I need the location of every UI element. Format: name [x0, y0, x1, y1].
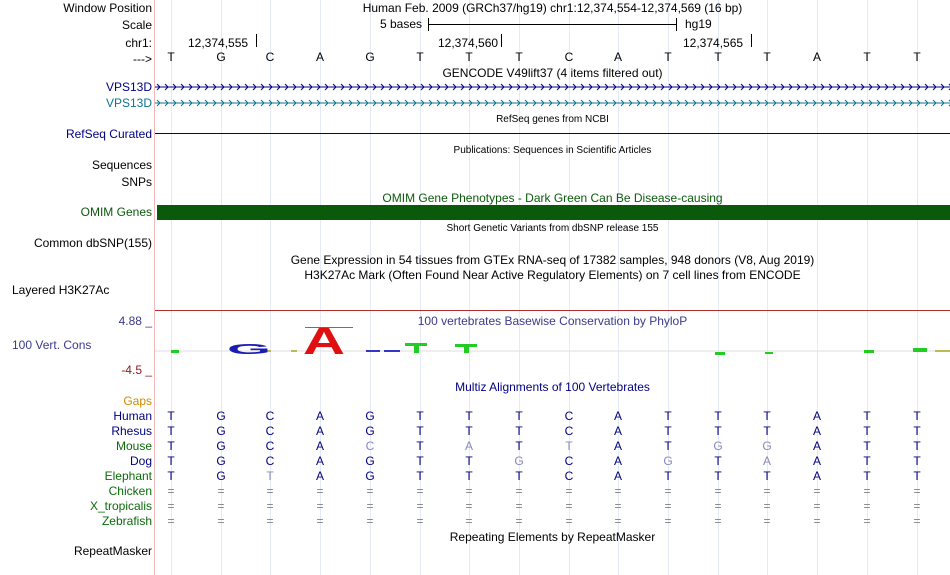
alignment-base: T [465, 454, 473, 468]
sequence-base: C [564, 50, 574, 64]
species-label: Zebrafish [101, 514, 152, 528]
alignment-base: T [266, 469, 274, 483]
alignment-base: C [564, 424, 574, 438]
alignment-base: G [713, 439, 723, 453]
alignment-base: C [265, 439, 275, 453]
ruler-tick-1 [256, 34, 257, 47]
omim-track-title: OMIM Gene Phenotypes - Dark Green Can Be Disease-causing [382, 191, 723, 205]
alignment-base: = [366, 484, 374, 498]
alignment-base: G [216, 439, 226, 453]
alignment-base: A [315, 409, 324, 423]
alignment-base: G [216, 409, 226, 423]
alignment-base: = [714, 499, 722, 513]
alignment-base: T [714, 469, 722, 483]
species-label: Mouse [115, 439, 152, 453]
alignment-base: G [216, 469, 226, 483]
alignment-base: A [464, 439, 473, 453]
alignment-base: T [913, 409, 921, 423]
conservation-min-label: -4.5 _ [121, 363, 152, 377]
phylop-bar [765, 352, 773, 354]
sequence-base: A [315, 50, 324, 64]
alignment-base: A [315, 424, 324, 438]
sequence-base: T [863, 50, 871, 64]
alignment-base: C [564, 454, 574, 468]
alignment-base: = [565, 484, 573, 498]
ruler-tick-2 [501, 34, 502, 47]
alignment-base: = [863, 514, 871, 528]
alignment-base: T [515, 424, 523, 438]
species-label: Human [113, 409, 152, 423]
sequence-base: T [167, 50, 175, 64]
alignment-base: = [266, 514, 274, 528]
alignment-base: T [714, 424, 722, 438]
alignment-base: = [465, 514, 473, 528]
alignment-base: T [565, 439, 573, 453]
alignment-base: A [812, 469, 821, 483]
alignment-base: = [614, 499, 622, 513]
sequence-base: T [515, 50, 523, 64]
alignment-base: = [714, 484, 722, 498]
track-label-omim[interactable]: OMIM Genes [80, 205, 152, 219]
alignment-base: = [316, 514, 324, 528]
alignment-base: = [316, 484, 324, 498]
alignment-base: = [664, 514, 672, 528]
alignment-base: = [614, 514, 622, 528]
conservation-top-axis [155, 310, 950, 311]
species-label: Dog [129, 454, 152, 468]
alignment-base: T [913, 424, 921, 438]
ruler-position-2: 12,374,560 [438, 36, 499, 50]
alignment-base: = [664, 499, 672, 513]
track-label-sequences[interactable]: Sequences [91, 158, 152, 172]
phylop-bar [913, 348, 927, 352]
refseq-track-title: RefSeq genes from NCBI [496, 114, 609, 125]
sequence-base: T [465, 50, 473, 64]
alignment-base: = [416, 514, 424, 528]
alignment-base: = [714, 514, 722, 528]
alignment-base: T [714, 454, 722, 468]
phylop-track-title: 100 vertebrates Basewise Conservation by PhyloP [417, 314, 688, 328]
scale-bar [428, 24, 677, 25]
alignment-base: A [812, 409, 821, 423]
alignment-base: T [515, 439, 523, 453]
alignment-base: = [913, 499, 921, 513]
conservation-max-label: 4.88 _ [118, 314, 152, 328]
alignment-base: = [366, 499, 374, 513]
species-label: Elephant [104, 469, 152, 483]
alignment-base: = [614, 484, 622, 498]
scale-text: 5 bases [380, 17, 423, 31]
gencode-track-title: GENCODE V49lift37 (4 items filtered out) [442, 66, 663, 80]
alignment-base: T [763, 469, 771, 483]
alignment-base: T [863, 454, 871, 468]
alignment-base: = [763, 514, 771, 528]
alignment-base: G [365, 454, 375, 468]
alignment-base: A [315, 469, 324, 483]
chr-label: chr1: [125, 36, 152, 50]
phylop-bar [384, 350, 400, 352]
sequence-base: A [812, 50, 821, 64]
sequence-base: G [365, 50, 375, 64]
alignment-base: = [813, 484, 821, 498]
scale-bar-left-tick [428, 18, 429, 31]
multiz-track-title: Multiz Alignments of 100 Vertebrates [455, 380, 650, 394]
track-label-vert-cons[interactable]: 100 Vert. Cons [12, 338, 92, 352]
alignment-base: A [315, 454, 324, 468]
browser-track-image[interactable] [155, 0, 950, 575]
alignment-base: = [167, 484, 175, 498]
scale-label: Scale [121, 18, 152, 32]
sequence-base: A [613, 50, 622, 64]
alignment-base: T [913, 469, 921, 483]
phylop-bar [455, 344, 477, 347]
alignment-base: T [416, 424, 424, 438]
alignment-base: = [167, 499, 175, 513]
omim-gene-bar[interactable] [157, 205, 950, 220]
alignment-base: T [167, 454, 175, 468]
alignment-base: A [315, 439, 324, 453]
phylop-bar [171, 350, 179, 353]
phylop-bar [414, 346, 419, 353]
track-label-column [0, 0, 155, 575]
alignment-base: C [265, 409, 275, 423]
species-label: Rhesus [111, 424, 152, 438]
alignment-base: G [216, 454, 226, 468]
sequence-base: T [714, 50, 722, 64]
track-label-repeatmasker[interactable]: RepeatMasker [73, 544, 152, 558]
alignment-base: = [515, 499, 523, 513]
track-label-gaps[interactable]: Gaps [123, 394, 152, 408]
publications-track-title: Publications: Sequences in Scientific Articles [453, 145, 652, 156]
alignment-base: C [564, 469, 574, 483]
alignment-base: T [664, 439, 672, 453]
alignment-base: = [913, 484, 921, 498]
repeatmasker-track-title: Repeating Elements by RepeatMasker [449, 530, 656, 544]
alignment-base: G [663, 454, 673, 468]
alignment-base: A [812, 424, 821, 438]
alignment-base: G [514, 454, 524, 468]
alignment-base: = [266, 484, 274, 498]
alignment-base: T [515, 409, 523, 423]
alignment-base: T [664, 424, 672, 438]
alignment-base: = [515, 514, 523, 528]
alignment-base: T [664, 469, 672, 483]
phylop-bar [464, 347, 469, 353]
refseq-gene-line[interactable] [155, 133, 950, 134]
alignment-base: T [416, 454, 424, 468]
alignment-base: T [465, 469, 473, 483]
track-label-vps13d-alt[interactable]: VPS13D [105, 96, 152, 110]
species-label: X_tropicalis [89, 499, 152, 513]
alignment-base: G [365, 409, 375, 423]
alignment-base: T [465, 424, 473, 438]
alignment-base: T [913, 454, 921, 468]
alignment-base: A [812, 454, 821, 468]
alignment-base: = [565, 499, 573, 513]
alignment-base: A [613, 454, 622, 468]
alignment-base: G [365, 469, 375, 483]
phylop-bar [291, 350, 297, 352]
phylop-bar [935, 350, 950, 352]
ruler-position-1: 12,374,555 [188, 36, 249, 50]
track-label-snps[interactable]: SNPs [121, 175, 152, 189]
alignment-base: = [416, 484, 424, 498]
alignment-base: C [564, 409, 574, 423]
track-label-refseq[interactable]: RefSeq Curated [65, 127, 152, 141]
gencode-gene-features[interactable] [155, 80, 950, 110]
phylop-bar [366, 350, 380, 352]
alignment-base: T [714, 409, 722, 423]
alignment-base: = [217, 514, 225, 528]
alignment-base: T [664, 409, 672, 423]
alignment-base: T [167, 439, 175, 453]
ruler-position-3: 12,374,565 [683, 36, 744, 50]
alignment-base: T [863, 409, 871, 423]
alignment-base: T [863, 469, 871, 483]
alignment-base: T [167, 469, 175, 483]
strand-arrow-label: ---> [133, 52, 152, 66]
alignment-base: = [217, 499, 225, 513]
window-position-label: Window Position [63, 1, 152, 15]
alignment-base: = [913, 514, 921, 528]
alignment-base: = [863, 484, 871, 498]
alignment-base: A [613, 439, 622, 453]
alignment-base: = [863, 499, 871, 513]
alignment-base: = [813, 514, 821, 528]
alignment-base: = [465, 499, 473, 513]
alignment-base: C [265, 424, 275, 438]
alignment-base: A [613, 409, 622, 423]
alignment-base: T [465, 409, 473, 423]
h3k27ac-track-title: H3K27Ac Mark (Often Found Near Active Regulatory Elements) on 7 cell lines from ENCODE [304, 268, 801, 282]
alignment-base: T [416, 469, 424, 483]
alignment-base: T [167, 424, 175, 438]
alignment-base: T [863, 439, 871, 453]
alignment-base: = [316, 499, 324, 513]
alignment-base: C [265, 454, 275, 468]
alignment-base: T [763, 409, 771, 423]
alignment-base: = [217, 484, 225, 498]
sequence-base: T [913, 50, 921, 64]
alignment-base: = [565, 514, 573, 528]
ruler-tick-3 [751, 34, 752, 47]
sequence-base: T [664, 50, 672, 64]
logo-letter-g: G [227, 341, 271, 358]
alignment-base: = [465, 484, 473, 498]
assembly-position-text: Human Feb. 2009 (GRCh37/hg19) chr1:12,374,554-12,374,569 (16 bp) [362, 1, 743, 15]
alignment-base: T [913, 439, 921, 453]
alignment-base: = [167, 514, 175, 528]
alignment-base: G [216, 424, 226, 438]
phylop-bar [715, 352, 725, 355]
alignment-base: T [763, 424, 771, 438]
scale-db-text: hg19 [685, 17, 712, 31]
phylop-bar [864, 350, 874, 353]
scale-bar-right-tick [676, 18, 677, 31]
alignment-base: A [812, 439, 821, 453]
alignment-base: = [416, 499, 424, 513]
alignment-base: T [863, 424, 871, 438]
track-label-vps13d[interactable]: VPS13D [105, 80, 152, 94]
phylop-bar [405, 343, 427, 346]
alignment-base: T [416, 409, 424, 423]
alignment-base: A [613, 469, 622, 483]
alignment-base: G [365, 424, 375, 438]
alignment-base: = [515, 484, 523, 498]
alignment-base: = [813, 499, 821, 513]
alignment-base: = [763, 499, 771, 513]
alignment-base: = [266, 499, 274, 513]
alignment-base: A [762, 454, 771, 468]
logo-letter-a: A [303, 321, 345, 363]
alignment-base: C [365, 439, 375, 453]
dbsnp-track-title: Short Genetic Variants from dbSNP release 155 [446, 223, 659, 234]
alignment-base: G [762, 439, 772, 453]
alignment-base: = [366, 514, 374, 528]
alignment-base: T [167, 409, 175, 423]
track-label-common-dbsnp[interactable]: Common dbSNP(155) [33, 236, 152, 250]
sequence-base: G [216, 50, 226, 64]
sequence-base: T [763, 50, 771, 64]
species-label: Chicken [108, 484, 152, 498]
alignment-base: = [664, 484, 672, 498]
alignment-base: A [613, 424, 622, 438]
alignment-base: T [515, 469, 523, 483]
alignment-base: T [416, 439, 424, 453]
track-label-layered-h3k27ac[interactable]: Layered H3K27Ac [12, 283, 110, 297]
sequence-base: T [416, 50, 424, 64]
conservation-plot[interactable] [155, 320, 950, 380]
alignment-base: = [763, 484, 771, 498]
gtex-track-title: Gene Expression in 54 tissues from GTEx RNA-seq of 17382 samples, 948 donors (V8, Aug 2019) [290, 253, 815, 267]
sequence-base: C [265, 50, 275, 64]
